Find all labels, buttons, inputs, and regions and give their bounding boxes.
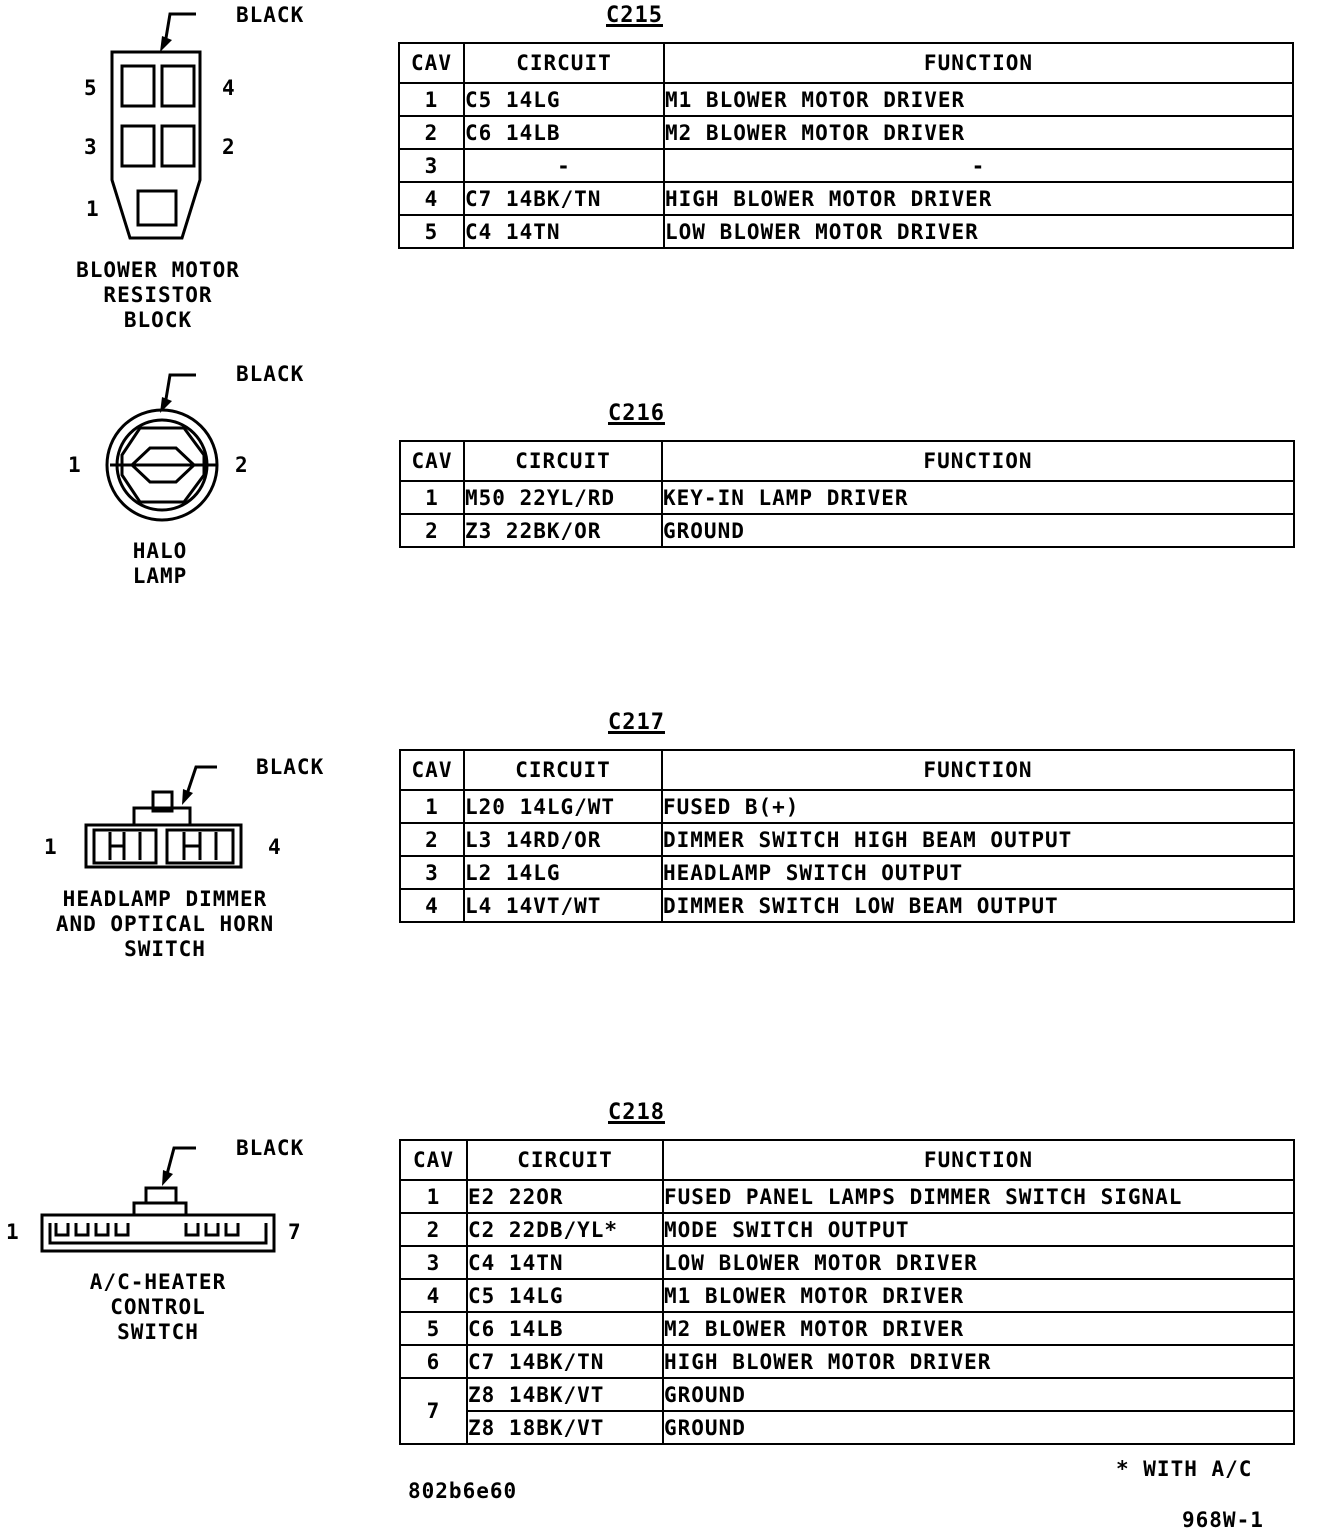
circuit-cell: C7 14BK/TN [464,182,664,215]
table-row [400,1213,1294,1246]
table-row [399,149,1293,182]
cav-cell: 2 [400,1213,467,1246]
cav-header: CAV [399,43,464,83]
c218-pin-label: 1 [6,1220,20,1244]
function-cell: HEADLAMP SWITCH OUTPUT [662,856,1294,889]
cav-cell: 2 [399,116,464,149]
name-line: BLOCK [123,308,193,332]
circuit-cell: C4 14TN [467,1246,663,1279]
function-cell: M2 BLOWER MOTOR DRIVER [664,116,1293,149]
circuit-cell: L4 14VT/WT [464,889,662,922]
c215-pin-label: 5 [84,76,98,100]
circuit-cell: Z8 18BK/VT [467,1411,663,1444]
c215-pin-label: 2 [222,135,236,159]
function-header: FUNCTION [664,43,1293,83]
table-row [400,823,1294,856]
table-row [400,856,1294,889]
figure-id: 968W-1 [1182,1508,1264,1532]
function-cell: M1 BLOWER MOTOR DRIVER [663,1279,1294,1312]
name-line: RESISTOR [103,283,213,307]
cav-cell: 4 [399,182,464,215]
circuit-cell: C4 14TN [464,215,664,248]
circuit-cell: L20 14LG/WT [464,790,662,823]
c215-title: C215 [606,3,663,28]
table-row [399,116,1293,149]
table-row [400,1246,1294,1279]
table-row [400,1378,1294,1411]
function-cell: LOW BLOWER MOTOR DRIVER [664,215,1293,248]
c215-color-label: BLACK [236,3,305,27]
circuit-header: CIRCUIT [464,750,662,790]
c215-pin-label: 4 [222,76,236,100]
function-cell: DIMMER SWITCH HIGH BEAM OUTPUT [662,823,1294,856]
table-header-row [400,441,1294,481]
c218-connector-name [40,1270,276,1345]
circuit-cell: C7 14BK/TN [467,1345,663,1378]
function-cell: M1 BLOWER MOTOR DRIVER [664,83,1293,116]
c218-table [399,1139,1295,1445]
c216-pin-label: 1 [68,453,82,477]
table-row [400,481,1294,514]
c215-pin-label: 1 [86,197,100,221]
c216-title: C216 [608,401,665,426]
function-cell: GROUND [662,514,1294,547]
table-row [400,889,1294,922]
function-cell: FUSED B(+) [662,790,1294,823]
cav-cell: 4 [400,1279,467,1312]
table-row [400,514,1294,547]
cav-cell: 4 [400,889,464,922]
table-row [399,215,1293,248]
function-cell: GROUND [663,1411,1294,1444]
c217-table [399,749,1295,923]
circuit-cell: L2 14LG [464,856,662,889]
name-line: HEADLAMP DIMMER [62,887,268,911]
table-header-row [400,1140,1294,1180]
circuit-cell: L3 14RD/OR [464,823,662,856]
c218-title: C218 [608,1100,665,1125]
function-cell: DIMMER SWITCH LOW BEAM OUTPUT [662,889,1294,922]
circuit-cell: Z3 22BK/OR [464,514,662,547]
function-cell: FUSED PANEL LAMPS DIMMER SWITCH SIGNAL [663,1180,1294,1213]
headlamp-dimmer-connector-icon [86,792,241,867]
cav-header: CAV [400,441,464,481]
c217-pin-label: 4 [268,835,282,859]
circuit-cell: C2 22DB/YL* [467,1213,663,1246]
table-row [400,1345,1294,1378]
cav-header: CAV [400,1140,467,1180]
c215-table [398,42,1294,249]
cav-cell: 2 [400,514,464,547]
circuit-header: CIRCUIT [467,1140,663,1180]
c218-pin-label: 7 [288,1220,302,1244]
name-line: HALO [132,539,188,563]
cav-cell: 5 [400,1312,467,1345]
c216-connector-name [80,539,240,589]
function-header: FUNCTION [662,441,1294,481]
name-line: AND OPTICAL HORN [55,912,275,936]
circuit-header: CIRCUIT [464,441,662,481]
cav-cell: 1 [400,1180,467,1213]
footnote: * WITH A/C [1116,1457,1253,1481]
c216-table [399,440,1295,548]
function-cell: MODE SWITCH OUTPUT [663,1213,1294,1246]
cav-header: CAV [400,750,464,790]
table-row [400,1279,1294,1312]
cav-cell: 1 [400,481,464,514]
cav-cell: 3 [400,1246,467,1279]
ac-heater-switch-connector-icon [42,1188,274,1251]
cav-cell: 1 [400,790,464,823]
circuit-cell: M50 22YL/RD [464,481,662,514]
image-code: 802b6e60 [408,1479,518,1503]
function-cell: M2 BLOWER MOTOR DRIVER [663,1312,1294,1345]
name-line: LAMP [132,564,188,588]
cav-cell: 7 [400,1378,467,1444]
cav-cell: 6 [400,1345,467,1378]
cav-cell: 3 [400,856,464,889]
c217-color-label: BLACK [256,755,325,779]
circuit-cell: C6 14LB [467,1312,663,1345]
table-header-row [399,43,1293,83]
halo-lamp-connector-icon [107,410,217,520]
table-row [400,1312,1294,1345]
cav-cell: 2 [400,823,464,856]
table-row [400,1180,1294,1213]
circuit-cell: C5 14LG [467,1279,663,1312]
name-line: CONTROL [110,1295,206,1319]
function-header: FUNCTION [663,1140,1294,1180]
cav-cell: 5 [399,215,464,248]
cav-cell: 3 [399,149,464,182]
c217-pin-label: 1 [44,835,58,859]
cav-cell: 1 [399,83,464,116]
circuit-cell: C6 14LB [464,116,664,149]
name-line: BLOWER MOTOR [76,258,240,282]
function-header: FUNCTION [662,750,1294,790]
function-cell: KEY-IN LAMP DRIVER [662,481,1294,514]
circuit-cell: - [464,149,664,182]
circuit-cell: Z8 14BK/VT [467,1378,663,1411]
name-line: SWITCH [124,937,206,961]
function-cell: GROUND [663,1378,1294,1411]
c215-pin-label: 3 [84,135,98,159]
c215-connector-name [40,258,276,333]
name-line: SWITCH [117,1320,199,1344]
circuit-cell: E2 22OR [467,1180,663,1213]
table-row [400,790,1294,823]
function-cell: LOW BLOWER MOTOR DRIVER [663,1246,1294,1279]
table-row [399,83,1293,116]
circuit-header: CIRCUIT [464,43,664,83]
table-header-row [400,750,1294,790]
c218-color-label: BLACK [236,1136,305,1160]
c217-title: C217 [608,710,665,735]
table-row [400,1411,1294,1444]
table-row [399,182,1293,215]
function-cell: HIGH BLOWER MOTOR DRIVER [663,1345,1294,1378]
c216-color-label: BLACK [236,362,305,386]
function-cell: - [664,149,1293,182]
c217-connector-name [40,887,290,962]
name-line: A/C-HEATER [89,1270,227,1294]
circuit-cell: C5 14LG [464,83,664,116]
blower-resistor-connector-icon [112,52,200,238]
c216-pin-label: 2 [235,453,249,477]
function-cell: HIGH BLOWER MOTOR DRIVER [664,182,1293,215]
